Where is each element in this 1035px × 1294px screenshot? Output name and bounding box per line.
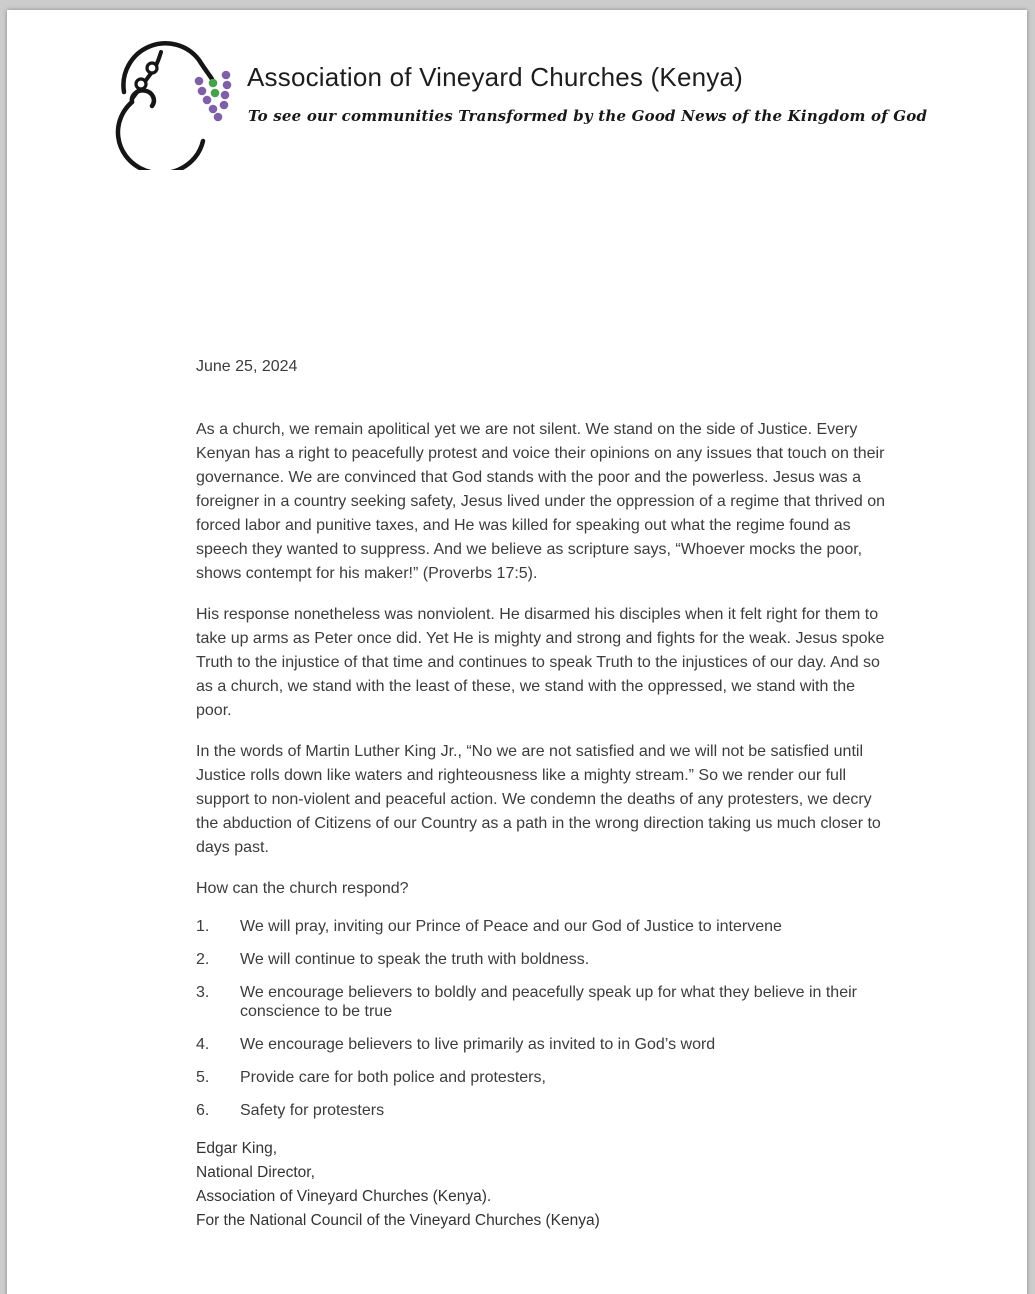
signature-line: Association of Vineyard Churches (Kenya). — [196, 1188, 492, 1205]
letter-paragraph: As a church, we remain apolitical yet we are not silent. We stand on the side of Justice. Every Kenyan has a right to peacefully protest and voice their opinions on any issues that touch on their governance. We are convinced that God stands with the poor and the powerless. Jesus was a foreigner in a country seeking safety, Jesus lived under the oppression of a regime that thrived on forced labor and punitive taxes, and He was killed for speaking out what the regime found as speech they wanted to suppress. And we believe as scripture says, “Whoever mocks the poor, shows contempt for his maker!” (Proverbs 17:5). — [196, 421, 885, 582]
letter-paragraphs — [196, 418, 888, 860]
vine-grapes-logo-icon — [111, 38, 243, 170]
logo-ring-2 — [136, 79, 146, 89]
list-item-text: We will pray, inviting our Prince of Peace and our God of Justice to intervene — [240, 918, 782, 935]
signature-line: For the National Council of the Vineyard Churches (Kenya) — [196, 1212, 600, 1229]
list-item-number: 5. — [196, 1069, 210, 1086]
list-item-number: 2. — [196, 951, 210, 968]
list-item-text: We encourage believers to live primarily as invited to in God’s word — [240, 1036, 716, 1053]
org-tagline: To see our communities Transformed by the Good News of the Kingdom of God — [248, 107, 928, 125]
letter-page — [7, 10, 1027, 1294]
letter-date: June 25, 2024 — [196, 358, 298, 375]
letter-question: How can the church respond? — [196, 880, 409, 897]
response-list-item — [196, 983, 888, 1021]
signature-line: National Director, — [196, 1164, 315, 1181]
response-list-item — [196, 1101, 888, 1120]
response-list-item — [196, 917, 888, 936]
org-name: Association of Vineyard Churches (Kenya) — [247, 62, 743, 92]
list-item-text: We will continue to speak the truth with boldness. — [240, 951, 590, 968]
list-item-text: We encourage believers to boldly and peacefully speak up for what they believe in their conscience to be true — [240, 984, 857, 1020]
list-item-number: 4. — [196, 1036, 210, 1053]
logo-bottom-swirl — [118, 90, 203, 170]
response-list-item — [196, 1068, 888, 1087]
logo-ring-1 — [147, 63, 157, 73]
list-item-text: Safety for protesters — [240, 1102, 385, 1119]
letter-paragraph: His response nonetheless was nonviolent. He disarmed his disciples when it felt right for them to take up arms as Peter once did. Yet He is mighty and strong and fights for the weak. Jesus spoke Truth to the injustice of that time and continues to speak Truth to the injustices of our day. And so as a church, we stand with the least of these, we stand with the oppressed, we stand with the poor. — [196, 606, 885, 719]
response-list-item — [196, 1035, 888, 1054]
letter-body — [196, 355, 888, 1233]
list-item-number: 1. — [196, 918, 210, 935]
signature-line: Edgar King, — [196, 1140, 277, 1157]
response-list-item — [196, 950, 888, 969]
letter-paragraph: In the words of Martin Luther King Jr., “No we are not satisfied and we will not be satisfied until Justice rolls down like waters and righteousness like a mighty stream.” So we render our full support to non-violent and peaceful action. We condemn the deaths of any protesters, we decry the abduction of Citizens of our Country as a path in the wrong direction taking us much closer to days past. — [196, 743, 881, 856]
response-list — [196, 917, 888, 1120]
signature-block — [196, 1137, 888, 1233]
list-item-number: 3. — [196, 984, 210, 1001]
list-item-text: Provide care for both police and protesters, — [240, 1069, 546, 1086]
list-item-number: 6. — [196, 1102, 210, 1119]
